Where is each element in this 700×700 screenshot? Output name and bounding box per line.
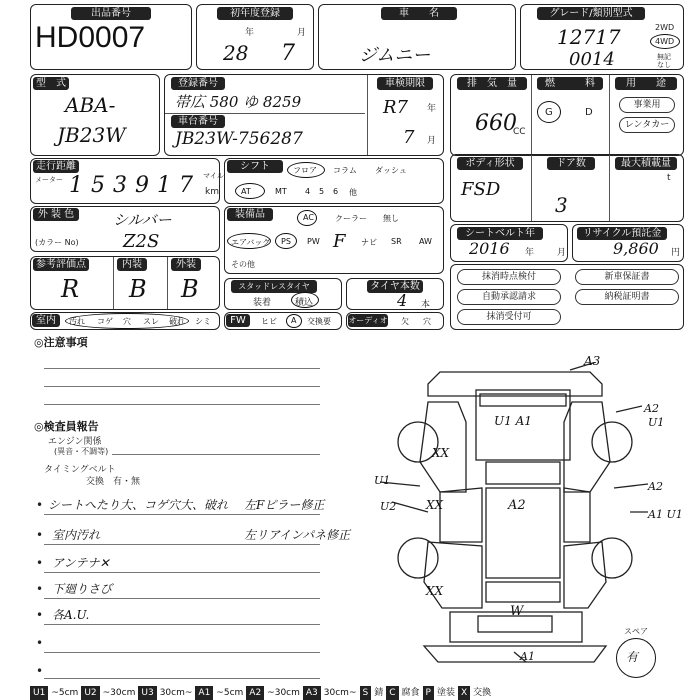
equipment-airbag-circle bbox=[227, 233, 271, 249]
color-code-label: (カラー No) bbox=[35, 238, 79, 247]
shift-5: 5 bbox=[319, 187, 325, 196]
equipment-pw-mark: F bbox=[333, 231, 346, 252]
remark-right-1: 左Fピラー修正 bbox=[244, 498, 325, 512]
shift-4: 4 bbox=[305, 187, 311, 196]
dmg-label-a1-u1-side: A1 U1 bbox=[648, 508, 683, 521]
equipment-ps: PS bbox=[281, 237, 291, 246]
lot-number-box bbox=[30, 4, 192, 70]
bullet: • bbox=[36, 556, 44, 570]
equipment-ac-circle bbox=[297, 210, 317, 226]
remark-4: 下廻りさび bbox=[52, 582, 113, 596]
recycle-unit: 円 bbox=[671, 248, 681, 258]
overall-grade: R bbox=[61, 275, 80, 303]
registration-box bbox=[164, 74, 444, 156]
color-code: Z2S bbox=[123, 231, 160, 252]
dmg-label-xx-rear: XX bbox=[426, 584, 444, 598]
car-name-label: 車 名 bbox=[381, 7, 457, 20]
doc-auto-approval: 自動承認請求 bbox=[457, 289, 561, 305]
bullet: • bbox=[36, 664, 44, 678]
grade-line2: 0014 bbox=[569, 49, 615, 70]
legend-key: U3 bbox=[138, 686, 156, 700]
dmg-label-u1-left: U1 bbox=[374, 474, 391, 487]
engine-label: エンジン関係 bbox=[48, 437, 102, 447]
month-unit: 月 bbox=[297, 28, 307, 38]
dmg-label-xx-front: XX bbox=[432, 446, 450, 460]
fw-box bbox=[224, 312, 342, 330]
engine-box bbox=[450, 74, 684, 156]
overall-grade-label: 参考評価点 bbox=[33, 258, 89, 271]
body-shape-label: ボディ形状 bbox=[457, 157, 523, 170]
exterior-grade-label: 外装 bbox=[171, 258, 201, 271]
registration-value: 帯広 580 ゆ 8259 bbox=[175, 93, 302, 111]
grades-box bbox=[30, 256, 220, 310]
fuel-g-circle bbox=[537, 101, 561, 123]
shift-box bbox=[224, 158, 444, 204]
first-registration-box bbox=[196, 4, 314, 70]
interior-item-tear: 破れ bbox=[169, 317, 185, 326]
legend-value: 塗装 bbox=[436, 688, 455, 698]
shift-at: AT bbox=[241, 187, 251, 196]
dmg-label-a2-side: A2 bbox=[648, 480, 663, 493]
grade-box bbox=[520, 4, 684, 70]
fw-crack: ヒビ bbox=[261, 317, 277, 326]
meter-label: メーター bbox=[35, 176, 63, 184]
legend-value: 錆 bbox=[374, 688, 384, 698]
equipment-ac: AC bbox=[303, 213, 314, 222]
spare-label: スペア bbox=[624, 627, 648, 636]
mileage-box bbox=[30, 158, 224, 204]
legend-key: S bbox=[360, 686, 372, 700]
fw-replace: 交換要 bbox=[307, 317, 331, 326]
use-business: 事業用 bbox=[619, 97, 675, 113]
fw-a-circle bbox=[286, 314, 302, 328]
stud-opt2: 積込 bbox=[295, 298, 314, 308]
legend-value: ~5cm bbox=[216, 688, 244, 698]
shift-column: コラム bbox=[333, 166, 357, 175]
legend-key: A2 bbox=[246, 686, 264, 700]
mileage-value: 153917 bbox=[69, 173, 201, 198]
stud-box bbox=[224, 278, 342, 310]
mileage-unit-km: km bbox=[205, 187, 219, 197]
legend-key: X bbox=[458, 686, 470, 700]
color-box bbox=[30, 206, 220, 252]
dmg-label-u1-right: U1 bbox=[648, 416, 665, 429]
remark-3: アンテナ✕ bbox=[52, 556, 110, 570]
remark-2: 室内汚れ bbox=[52, 528, 101, 542]
tire-label: タイヤ本数 bbox=[367, 280, 423, 293]
interior-grade-label: 内装 bbox=[117, 258, 147, 271]
spare-value: 有 bbox=[626, 650, 639, 664]
stud-opt2-circle bbox=[291, 292, 319, 308]
capacity-label: 最大積載量 bbox=[615, 157, 677, 170]
bullet: • bbox=[36, 582, 44, 596]
drive-4wd-circle bbox=[650, 34, 680, 49]
recycle-box bbox=[572, 224, 684, 262]
doc-deregistration-ok: 抹消受付可 bbox=[457, 309, 561, 325]
inspection-month-unit: 月 bbox=[427, 136, 437, 146]
displacement-unit: CC bbox=[513, 127, 526, 137]
drive-4wd: 4WD bbox=[655, 37, 675, 46]
doc-warranty: 新車保証書 bbox=[575, 269, 679, 285]
shift-other: 他 bbox=[349, 188, 357, 197]
remark-right-2: 左リアインパネ修正 bbox=[244, 528, 351, 542]
year-unit: 年 bbox=[245, 28, 255, 38]
equipment-label: 装備品 bbox=[227, 208, 273, 221]
legend-key: A1 bbox=[195, 686, 213, 700]
interior-grade: B bbox=[129, 275, 147, 303]
dmg-label-a2-roof: A2 bbox=[508, 498, 526, 513]
body-shape-value: FSD bbox=[461, 179, 501, 200]
equipment-airbag: エアバッグ bbox=[231, 238, 271, 247]
timing-label: タイミングベルト bbox=[44, 465, 116, 475]
color-label: 外 装 色 bbox=[33, 208, 79, 221]
fuel-g: G bbox=[545, 107, 553, 118]
seatbelt-label: シートベルト年 bbox=[457, 227, 543, 240]
legend-key: U1 bbox=[30, 686, 48, 700]
interior-item-scuff: スレ bbox=[143, 317, 159, 326]
mileage-unit-mile: マイル bbox=[203, 172, 224, 180]
legend-key: C bbox=[386, 686, 398, 700]
displacement-value: 660 bbox=[475, 111, 517, 136]
displacement-label: 排 気 量 bbox=[457, 77, 527, 90]
dmg-label-w: W bbox=[510, 604, 524, 619]
grade-line1: 12717 bbox=[557, 25, 621, 49]
tire-unit: 本 bbox=[421, 300, 431, 310]
car-diagram bbox=[380, 362, 650, 680]
shift-floor: フロア bbox=[293, 166, 317, 175]
audio-box bbox=[346, 312, 444, 330]
registration-label: 登録番号 bbox=[171, 77, 225, 90]
first-registration-month: 7 bbox=[281, 41, 295, 66]
seatbelt-year: 2016 bbox=[469, 239, 510, 258]
doors-value: 3 bbox=[555, 193, 568, 217]
dmg-label-a1-rear: A1 bbox=[520, 650, 535, 663]
drive-note: 無記 なし bbox=[657, 53, 671, 69]
shift-dash: ダッシュ bbox=[375, 166, 407, 175]
equipment-pw: PW bbox=[307, 237, 320, 246]
legend-value: 交換 bbox=[473, 688, 492, 698]
body-box bbox=[450, 154, 684, 222]
dmg-label-xx-door: XX bbox=[426, 498, 444, 512]
inspection-month: 7 bbox=[403, 127, 415, 148]
bullet: • bbox=[36, 498, 44, 512]
equipment-aw: AW bbox=[419, 237, 432, 246]
interior-item-hole: 穴 bbox=[123, 317, 131, 326]
dmg-label-u2-left: U2 bbox=[380, 500, 397, 513]
audio-missing: 欠 bbox=[401, 317, 409, 326]
shift-mt: MT bbox=[275, 187, 287, 196]
legend-value: 腐食 bbox=[401, 688, 420, 698]
audio-label: オーディオ bbox=[348, 316, 388, 325]
legend-value: 30cm~ bbox=[159, 688, 193, 698]
chassis-value: JB23W-756287 bbox=[175, 129, 303, 149]
equipment-cooler: クーラー bbox=[335, 214, 367, 223]
damage-legend bbox=[30, 686, 494, 700]
legend-key: U2 bbox=[81, 686, 99, 700]
inspector-title: ◎検査員報告 bbox=[34, 420, 99, 433]
grade-label: グレード/類別型式 bbox=[537, 7, 645, 20]
seatbelt-box bbox=[450, 224, 568, 262]
legend-value: ~5cm bbox=[51, 688, 79, 698]
first-registration-label: 初年度登録 bbox=[217, 7, 293, 20]
bullet: • bbox=[36, 608, 44, 622]
model-line1: ABA- bbox=[65, 93, 116, 117]
interior-condition-label: 室内 bbox=[32, 314, 60, 327]
engine-sub: (異音・不調等) bbox=[54, 447, 109, 456]
fuel-d: D bbox=[585, 107, 593, 118]
recycle-label: リサイクル預託金 bbox=[577, 227, 667, 240]
model-label: 型 式 bbox=[33, 77, 69, 90]
seatbelt-month-unit: 月 bbox=[557, 248, 567, 258]
interior-item-stain: シミ bbox=[195, 317, 211, 326]
inspection-label: 車検期限 bbox=[377, 77, 433, 90]
inspection-year: R7 bbox=[383, 97, 409, 118]
dmg-label-a2-right: A2 bbox=[644, 402, 659, 415]
legend-value: ~30cm bbox=[102, 688, 136, 698]
equipment-navi: ナビ bbox=[361, 238, 377, 247]
interior-condition-box bbox=[30, 312, 220, 330]
shift-6: 6 bbox=[333, 187, 339, 196]
shift-at-circle bbox=[235, 183, 265, 199]
equipment-none: 無し bbox=[383, 214, 399, 223]
remark-5: 各A.U. bbox=[52, 608, 90, 622]
exterior-grade: B bbox=[181, 275, 199, 303]
equipment-box bbox=[224, 206, 444, 274]
stud-opt1: 装着 bbox=[253, 298, 272, 308]
bullet: • bbox=[36, 528, 44, 542]
notes-title: ◎注意事項 bbox=[34, 336, 88, 349]
fw-label: FW bbox=[226, 314, 250, 327]
stud-label: スタッドレスタイヤ bbox=[231, 280, 317, 293]
shift-label: シフト bbox=[227, 160, 283, 173]
mileage-label: 走行距離 bbox=[33, 160, 79, 173]
inspection-year-unit: 年 bbox=[427, 104, 437, 114]
model-box bbox=[30, 74, 160, 156]
legend-key: A3 bbox=[303, 686, 321, 700]
lot-number-value: HD0007 bbox=[35, 21, 146, 54]
fw-a: A bbox=[291, 316, 297, 325]
bullet: • bbox=[36, 636, 44, 650]
legend-value: 30cm~ bbox=[323, 688, 357, 698]
first-registration-year: 28 bbox=[223, 41, 249, 65]
lot-number-label: 出品番号 bbox=[71, 7, 151, 20]
legend-key: P bbox=[423, 686, 434, 700]
tire-box bbox=[346, 278, 444, 310]
interior-item-burn: コゲ bbox=[97, 317, 113, 326]
shift-floor-circle bbox=[287, 162, 325, 178]
equipment-ps-circle bbox=[275, 233, 297, 249]
capacity-unit: t bbox=[667, 173, 671, 183]
interior-item-dirt: 汚れ bbox=[69, 317, 85, 326]
remark-1: シートへたり大、コゲ穴大、破れ bbox=[48, 498, 229, 512]
recycle-value: 9,860 bbox=[613, 239, 659, 258]
model-line2: JB23W bbox=[57, 123, 126, 147]
chassis-label: 車台番号 bbox=[171, 115, 225, 128]
car-name-value: ジムニー bbox=[359, 45, 431, 66]
tire-count: 4 bbox=[397, 291, 408, 310]
use-label: 用 途 bbox=[615, 77, 677, 90]
timing-sub: 交換 有・無 bbox=[86, 477, 141, 487]
doc-deregistration: 抹消時点検付 bbox=[457, 269, 561, 285]
dmg-label-u1-a1-hood: U1 A1 bbox=[494, 414, 532, 428]
drive-2wd: 2WD bbox=[655, 23, 675, 32]
equipment-sr: SR bbox=[391, 237, 402, 246]
interior-items-circle bbox=[65, 313, 189, 329]
fuel-label: 燃 料 bbox=[537, 77, 603, 90]
doors-label: ドア数 bbox=[547, 157, 595, 170]
car-name-box bbox=[318, 4, 516, 70]
equipment-other-label: その他 bbox=[231, 260, 255, 269]
use-rental: レンタカー bbox=[619, 117, 675, 133]
legend-value: ~30cm bbox=[267, 688, 300, 698]
seatbelt-year-unit: 年 bbox=[525, 248, 535, 258]
documents-box bbox=[450, 264, 684, 330]
audio-hole: 穴 bbox=[423, 317, 431, 326]
doc-tax-cert: 納税証明書 bbox=[575, 289, 679, 305]
color-name: シルバー bbox=[113, 211, 172, 229]
dmg-label-a3: A3 bbox=[584, 354, 601, 368]
